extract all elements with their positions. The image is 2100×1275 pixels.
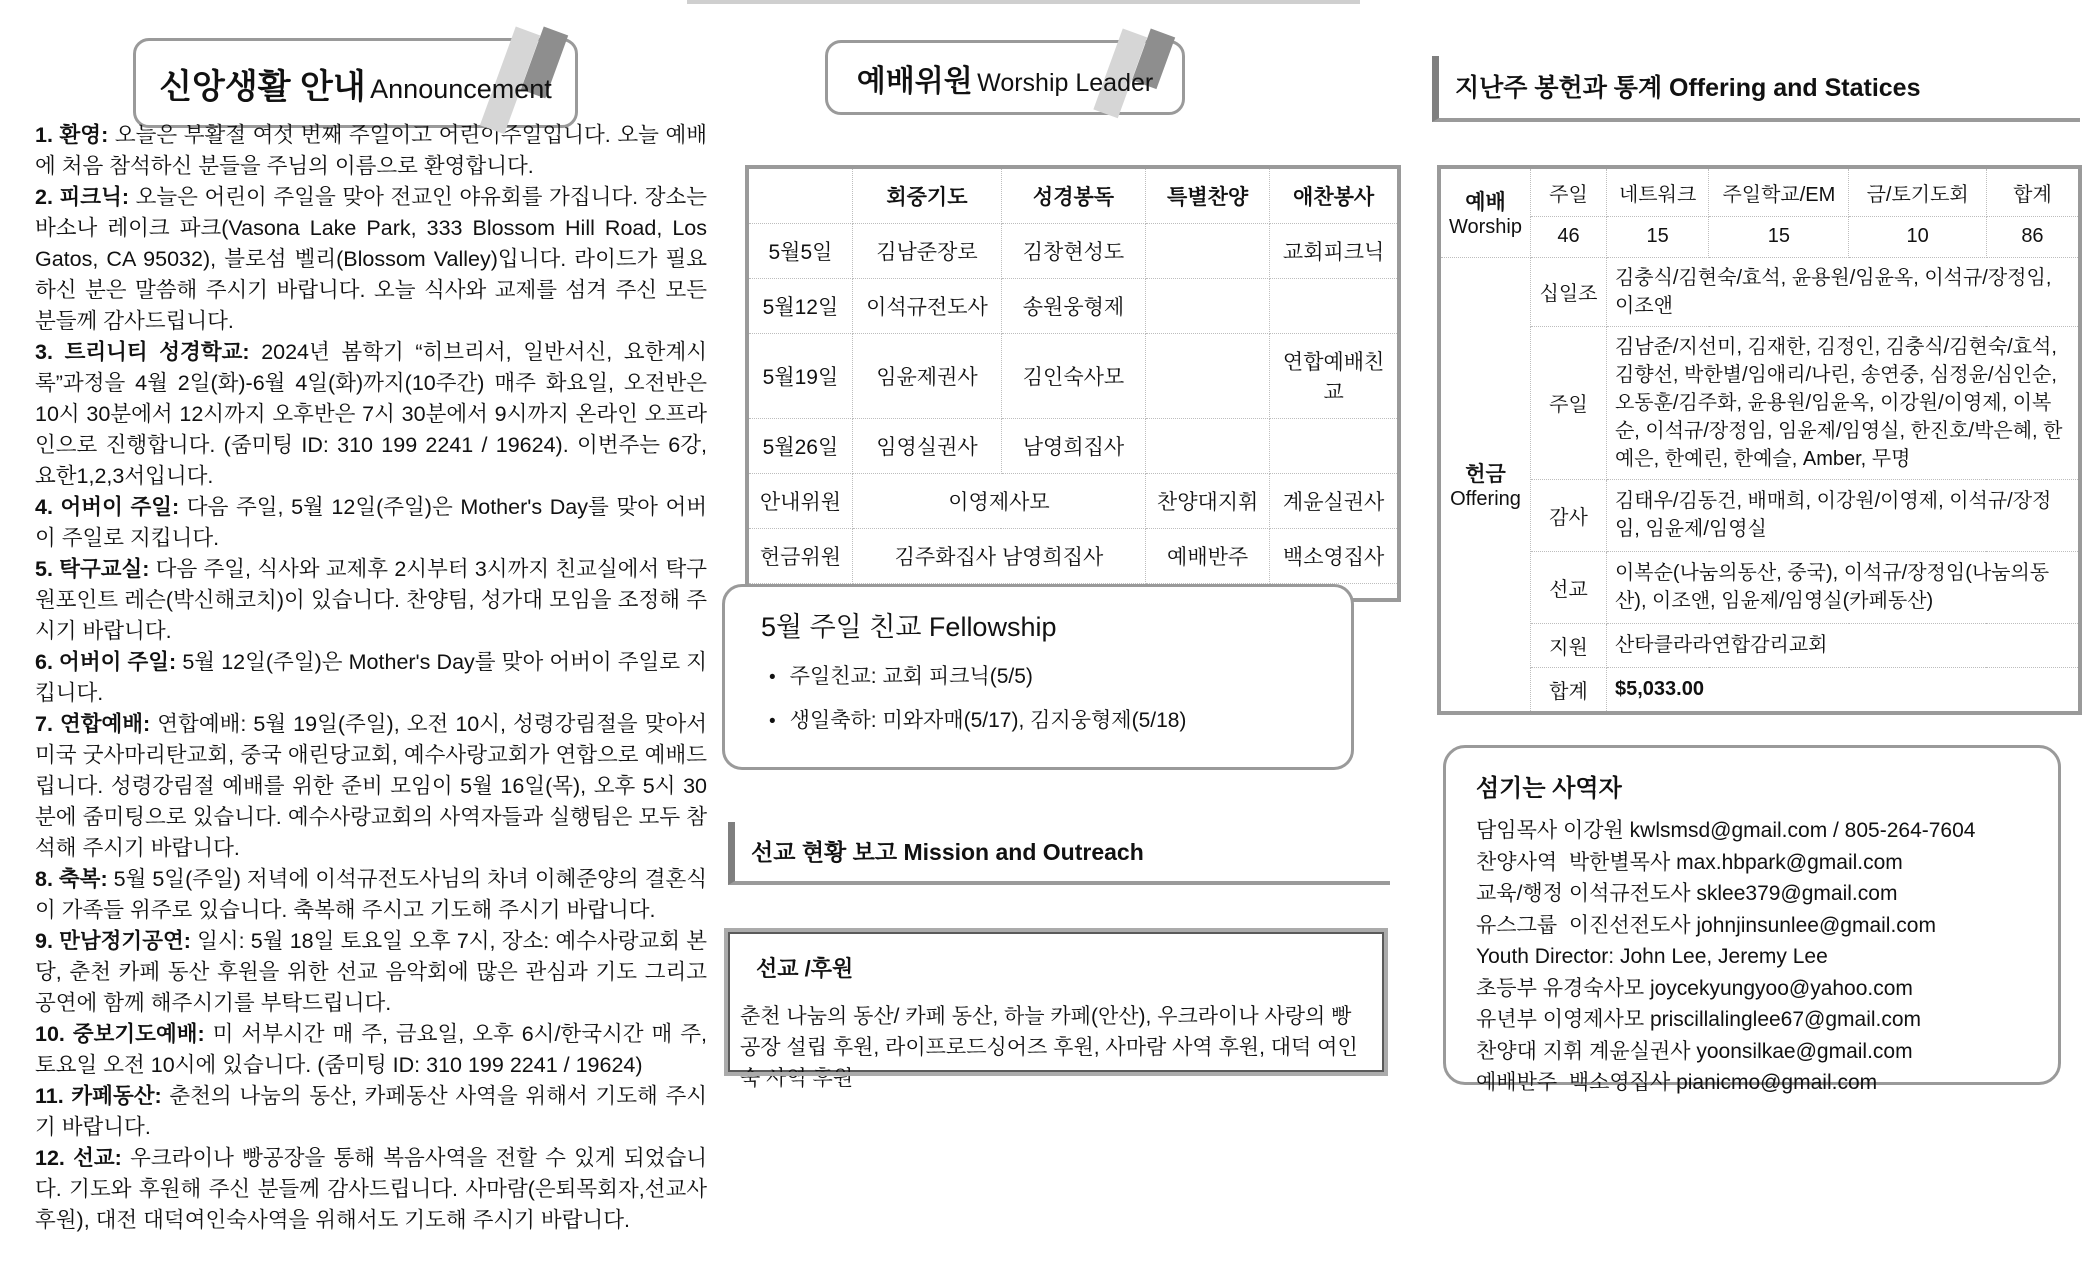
- minister-contact: 예배반주 백소영집사 pianicmo@gmail.com: [1476, 1071, 1878, 1094]
- announcement-title-box: [133, 38, 578, 128]
- worship-rowhead: 예배 Worship: [1439, 167, 1531, 257]
- mission-box-title: 선교 /후원: [756, 956, 854, 981]
- table-header-row: [747, 167, 1399, 224]
- worship-leader-table: [745, 165, 1401, 602]
- header-blank: [747, 167, 852, 224]
- offering-section-heading: 지난주 봉헌과 통계 Offering and Statices: [1432, 56, 2080, 122]
- minister-contact: 초등부 유경숙사모 joycekyungyoo@yahoo.com: [1476, 976, 1913, 1000]
- ministers-box: [1443, 745, 2061, 1094]
- table-row: 5월19일 임윤제권사 김인숙사모 연합예배친교: [747, 334, 1399, 419]
- worship-leader-title-box: [825, 40, 1185, 115]
- mission-support-box: [728, 932, 1384, 1090]
- ministers-title: 섬기는 사역자: [1476, 775, 1622, 802]
- page-top-divider: [687, 0, 1360, 4]
- announcement-item: 6. 어버이 주일: 5월 12일(주일)은 Mother's Day를 맞아 어버이 주일로 지킵니다.: [35, 650, 707, 705]
- announcement-item: 11. 카페동산: 춘천의 나눔의 동산, 카페동산 사역을 위해서 기도해 주시기 바랍니다.: [35, 1084, 707, 1139]
- table-row: 합계 $5,033.00: [1439, 667, 2080, 713]
- table-row: 5월12일 이석규전도사 송원웅형제: [747, 279, 1399, 334]
- offering-stats-table: [1437, 165, 2082, 715]
- header-special-praise: 특별찬양: [1146, 167, 1270, 224]
- table-row: 지원 산타클라라연합감리교회: [1439, 623, 2080, 667]
- announcement-item: 9. 만남정기공연: 일시: 5월 18일 토요일 오후 7시, 장소: 예수사랑교회 본당, 춘천 카페 동산 후원을 위한 선교 음악회에 많은 관심과 기도 그리고 공연에 함께 해주시기를 부탁드립니다.: [35, 929, 707, 1015]
- mission-section-heading: 선교 현황 보고 Mission and Outreach: [728, 822, 1390, 885]
- table-row: 5월5일 김남준장로 김창현성도 교회피크닉: [747, 224, 1399, 279]
- worship-leader-title: 예배위원 Worship Leader: [856, 64, 1154, 98]
- announcement-title: 신앙생활 안내 Announcement: [159, 67, 552, 106]
- announcement-item: 7. 연합예배: 연합예배: 5월 19일(주일), 오전 10시, 성령강림절을 맞아서 미국 굿사마리탄교회, 중국 애린당교회, 예수사랑교회가 연합으로 예배드립니다. 성령강림절 예배를 위한 준비 모임이 5월 16일(목), 오후 5시 30분에 줌미팅으로 있습니다. 예수사랑교회의 사역자들과 실행팀은 모두 참석해 주시기 바랍니다.: [35, 712, 707, 860]
- fellowship-box: [722, 584, 1354, 770]
- minister-contact: 교육/행정 이석규전도사 sklee379@gmail.com: [1476, 882, 1898, 905]
- minister-contact: 담임목사 이강원 kwlsmsd@gmail.com / 805-264-7604: [1476, 819, 1976, 842]
- table-row: 감사 김태우/김동건, 배매희, 이강원/이영제, 이석규/장정임, 임윤제/임영실: [1439, 479, 2080, 551]
- minister-contact: 유년부 이영제사모 priscillalinglee67@gmail.com: [1476, 1008, 1922, 1031]
- header-congregational-prayer: 회중기도: [852, 167, 1001, 224]
- announcement-list: [35, 120, 707, 1236]
- minister-contact: 유스그룹 이진선전도사 johnjinsunlee@gmail.com: [1476, 913, 1936, 937]
- table-row: 예배 Worship 주일 네트워크 주일학교/EM 금/토기도회 합계: [1439, 167, 2080, 216]
- minister-contact: 찬양대 지휘 계윤실권사 yoonsilkae@gmail.com: [1476, 1039, 1913, 1063]
- announcement-item: 1. 환영: 오늘은 부활절 여섯 번째 주일이고 어린이주일입니다. 오늘 예배에 처음 참석하신 분들을 주님의 이름으로 환영합니다.: [35, 123, 707, 178]
- fellowship-list: [755, 660, 1351, 734]
- announcement-item: 10. 중보기도예배: 미 서부시간 매 주, 금요일, 오후 6시/한국시간 매 주, 토요일 오전 10시에 있습니다. (줌미팅 ID: 310 199 2241 / 19624): [35, 1022, 707, 1077]
- table-row: 헌금위원 김주화집사 남영희집사 예배반주 백소영집사: [747, 529, 1399, 584]
- table-row: 선교 이복순(나눔의동산, 중국), 이석규/장정임(나눔의동산), 이조앤, 임윤제/임영실(카페동산): [1439, 551, 2080, 623]
- table-row: 헌금 Offering 십일조 김충식/김현숙/효석, 윤용원/임윤옥, 이석규/장정임, 이조앤: [1439, 257, 2080, 326]
- header-fellowship-service: 애찬봉사: [1270, 167, 1399, 224]
- minister-contact: Youth Director: John Lee, Jeremy Lee: [1476, 945, 1828, 968]
- header-scripture-reading: 성경봉독: [1001, 167, 1145, 224]
- list-item: • 주일친교: 교회 피크닉(5/5): [755, 660, 1351, 690]
- mission-box-text: 춘천 나눔의 동산/ 카페 동산, 하늘 카페(안산), 우크라이나 사랑의 빵 공장 설립 후원, 라이프로드싱어즈 후원, 사마람 사역 후원, 대덕 여인숙 사역 후원: [740, 1005, 1358, 1090]
- fellowship-title: 5월 주일 친교 Fellowship: [761, 612, 1057, 642]
- offering-rowhead: 헌금 Offering: [1439, 257, 1531, 713]
- announcement-item: 3. 트리니티 성경학교: 2024년 봄학기 “히브리서, 일반서신, 요한계시록”과정을 4월 2일(화)-6월 4일(화)까지(10주간) 매주 화요일, 오전반은 10시 30분에서 12시까지 오후반은 7시 30분에서 9시까지 온라인 오프라인으로 진행합니다. (줌미팅 ID: 310 199 2241 / 19624). 이번주는 6강, 요한1,2,3서입니다.: [35, 340, 707, 488]
- announcement-item: 8. 축복: 5월 5일(주일) 저녁에 이석규전도사님의 차녀 이혜준양의 결혼식이 가족들 위주로 있습니다. 축복해 주시고 기도해 주시기 바랍니다.: [35, 867, 707, 922]
- table-row: 5월26일 임영실권사 남영희집사: [747, 419, 1399, 474]
- table-row: 46 15 15 10 86: [1439, 216, 2080, 257]
- list-item: • 생일축하: 미와자매(5/17), 김지웅형제(5/18): [755, 704, 1351, 734]
- table-row: 주일 김남준/지선미, 김재한, 김정인, 김충식/김현숙/효석, 김향선, 박한별/임애리/나린, 송연중, 심정윤/심인순, 오동훈/김주화, 윤용원/임윤옥, 이강원/이영제, 이복순, 이석규/장정임, 임윤제/임영실, 한진호/박은혜, 한예은, 한예린, 한예슬, Amber, 무명: [1439, 326, 2080, 479]
- table-row: 안내위원 이영제사모 찬양대지휘 계윤실권사: [747, 474, 1399, 529]
- announcement-item: 5. 탁구교실: 다음 주일, 식사와 교제후 2시부터 3시까지 친교실에서 탁구 원포인트 레슨(박신해코치)이 있습니다. 찬양팀, 성가대 모임을 조정해 주시기 바랍니다.: [35, 557, 707, 643]
- minister-contact: 찬양사역 박한별목사 max.hbpark@gmail.com: [1476, 850, 1903, 874]
- announcement-item: 12. 선교: 우크라이나 빵공장을 통해 복음사역을 전할 수 있게 되었습니다. 기도와 후원해 주신 분들께 감사드립니다. 사마람(은퇴목회자,선교사 후원), 대전 대덕여인숙사역을 위해서도 기도해 주시기 바랍니다.: [35, 1146, 707, 1232]
- announcement-item: 4. 어버이 주일: 다음 주일, 5월 12일(주일)은 Mother's Day를 맞아 어버이 주일로 지킵니다.: [35, 495, 708, 550]
- announcement-item: 2. 피크닉: 오늘은 어린이 주일을 맞아 전교인 야유회를 가집니다. 장소는 바소나 레이크 파크(Vasona Lake Park, 333 Blossom Hill Road, Los Gatos, CA 95032), 블로섬 벨리(Blossom Valley)입니다. 라이드가 필요하신 분은 말씀해 주시기 바랍니다. 오늘 식사와 교제를 섬겨 주신 모든 분들께 감사드립니다.: [35, 185, 707, 333]
